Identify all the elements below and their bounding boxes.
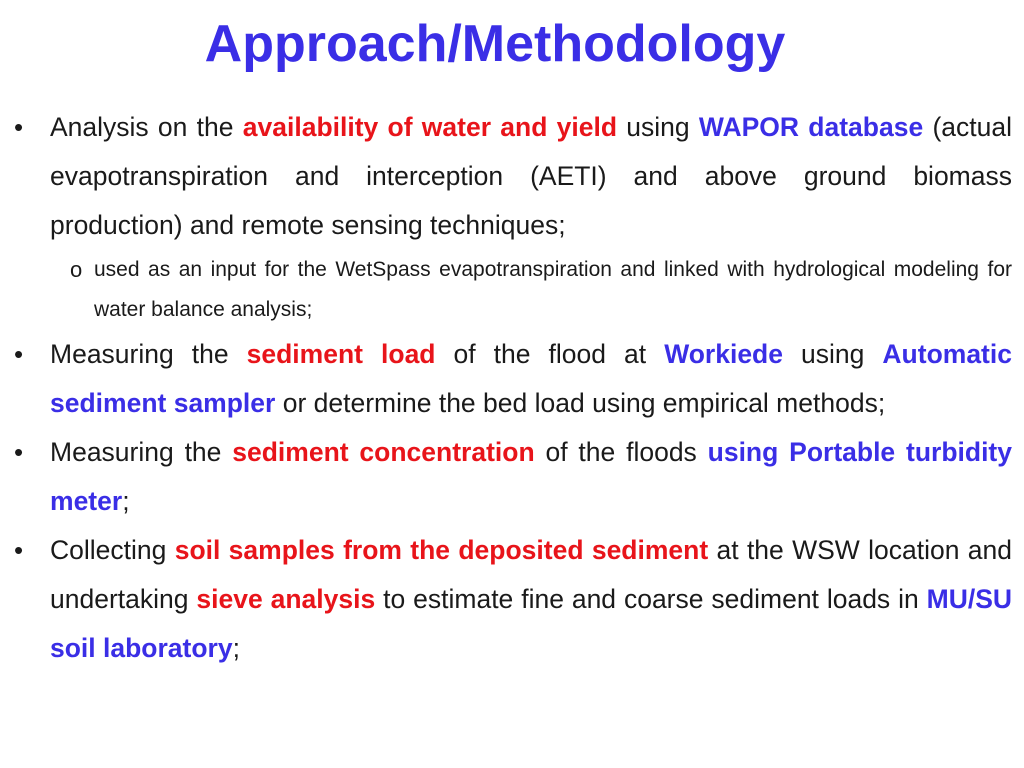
highlight-blue: Automatic sediment sampler xyxy=(50,339,1012,418)
highlight-blue: using Portable turbidity meter xyxy=(50,437,1012,516)
sub-bullet-item xyxy=(14,250,1012,330)
bullet-dot-icon: • xyxy=(14,535,24,565)
highlight-red: availability of water and yield xyxy=(242,112,618,142)
highlight-red: sediment concentration xyxy=(232,437,535,467)
highlight-blue: Workiede xyxy=(664,339,783,369)
highlight-red: soil samples from the deposited sediment xyxy=(174,535,709,565)
circle-bullet-icon: o xyxy=(70,257,83,282)
bullet-item xyxy=(14,103,1012,250)
slide-title: Approach/Methodology xyxy=(204,15,786,73)
highlight-red: sieve analysis xyxy=(196,584,376,614)
bullet-text: Measuring the sediment load of the flood at Workiede using Automatic sediment sampler or determine the bed load using empirical methods; xyxy=(50,339,1012,418)
highlight-blue: MU/SU soil laboratory xyxy=(50,584,1013,663)
bullet-item xyxy=(14,526,1012,673)
bullet-dot-icon: • xyxy=(14,437,24,467)
bullet-text: Collecting soil samples from the deposited sediment at the WSW location and undertaking sieve analysis to estimate fine and coarse sediment loads in MU/SU soil laboratory; xyxy=(50,535,1013,663)
sub-bullet-text: used as an input for the WetSpass evapotranspiration and linked with hydrological modeling for water balance analysis; xyxy=(94,258,1012,321)
bullet-item xyxy=(14,330,1012,428)
bullet-dot-icon: • xyxy=(14,112,24,142)
bullet-dot-icon: • xyxy=(14,339,24,369)
bullet-item xyxy=(14,428,1012,526)
bullet-list xyxy=(14,103,1012,673)
bullet-text: Measuring the sediment concentration of the floods using Portable turbidity meter; xyxy=(50,437,1012,516)
bullet-text: Analysis on the availability of water and yield using WAPOR database (actual evapotranspiration and interception (AETI) and above ground biomass production) and remote sensing techniques; xyxy=(50,112,1012,240)
highlight-blue: WAPOR database xyxy=(698,112,924,142)
highlight-red: sediment load xyxy=(246,339,436,369)
